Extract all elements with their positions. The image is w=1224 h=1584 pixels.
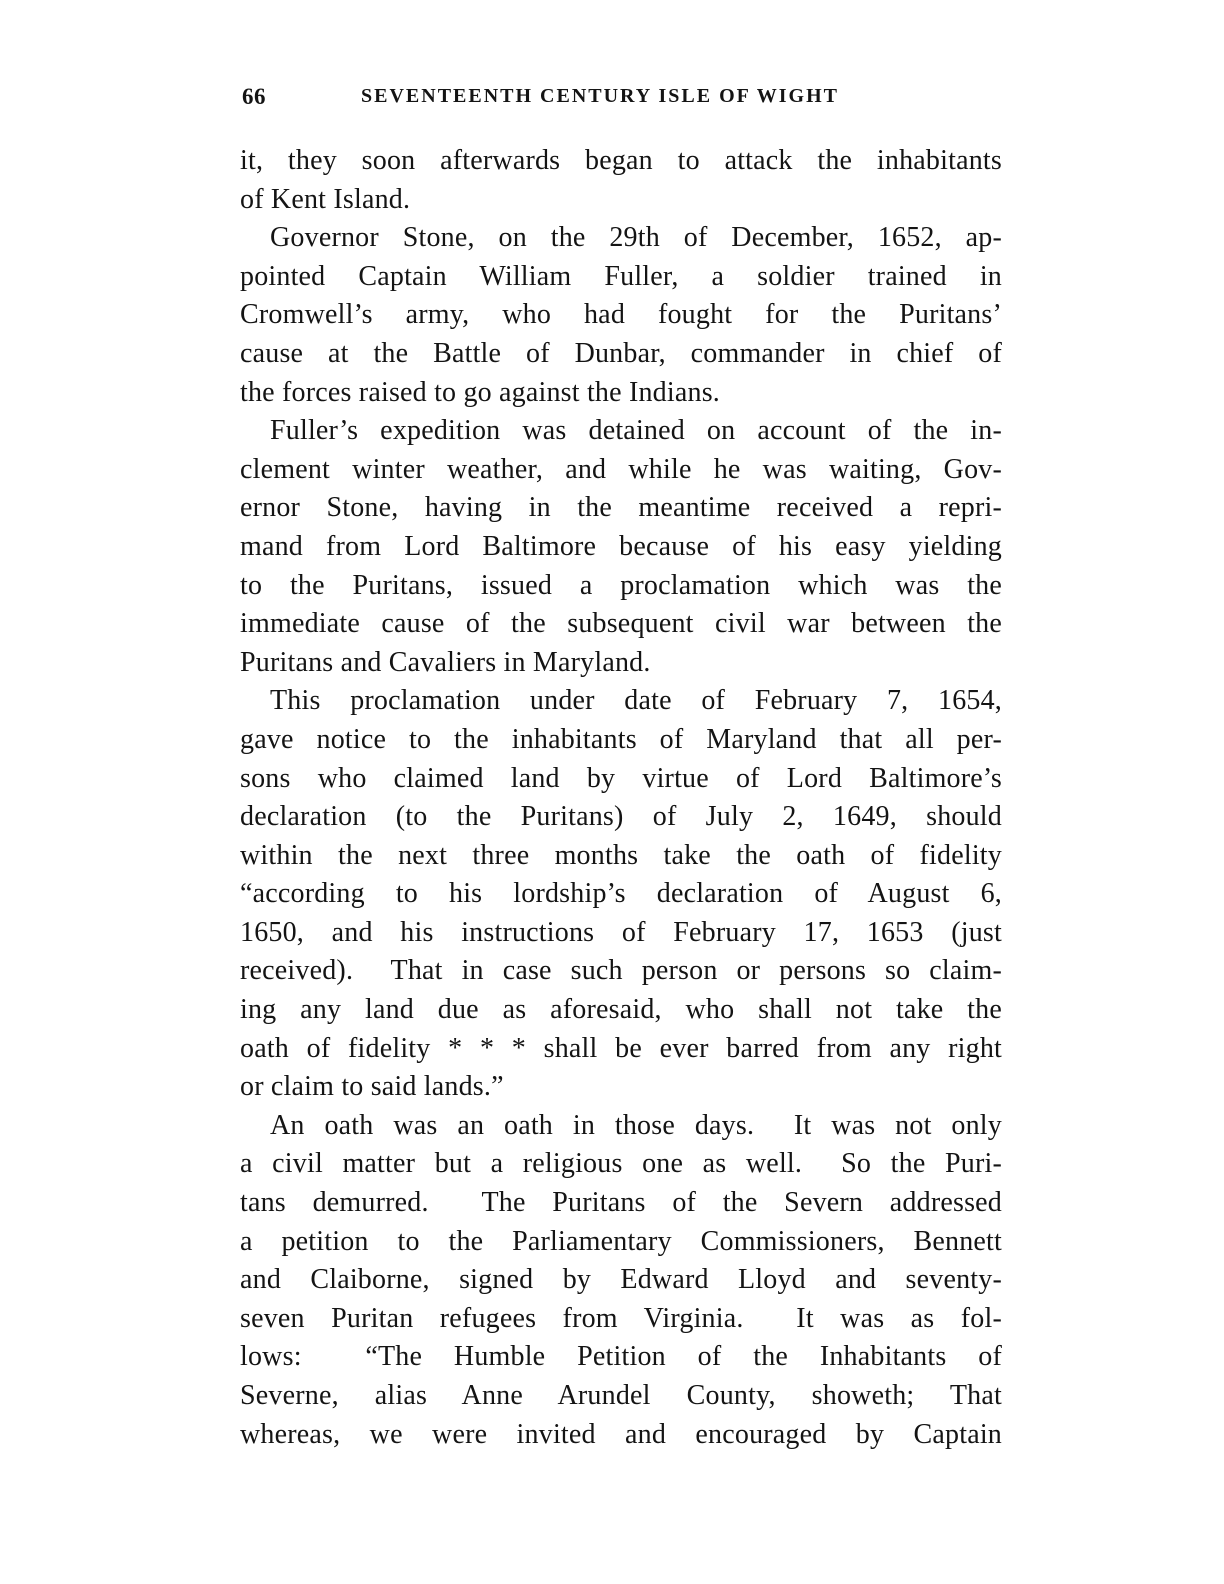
running-title: SEVENTEENTH CENTURY ISLE OF WIGHT	[361, 85, 839, 107]
text-line: mand from Lord Baltimore because of his easy yielding	[240, 530, 1002, 562]
text-line: within the next three months take the oath of fidelity	[240, 839, 1002, 871]
text-line: and Claiborne, signed by Edward Lloyd and seventy-	[240, 1264, 1002, 1296]
text-line: Cromwell’s army, who had fought for the Puritans’	[240, 299, 1002, 331]
text-line: This proclamation under date of February 7, 1654,	[270, 685, 1002, 717]
text-line: a civil matter but a religious one as well. So the Puri-	[240, 1148, 1002, 1180]
text-line: cause at the Battle of Dunbar, commander in chief of	[240, 337, 1002, 369]
text-line: it, they soon afterwards began to attack the inhabitants	[240, 145, 1002, 176]
page-header	[240, 84, 1002, 114]
page-body	[240, 142, 1002, 1454]
text-line: Governor Stone, on the 29th of December, 1652, ap-	[270, 222, 1002, 254]
text-line: whereas, we were invited and encouraged by Captain	[240, 1418, 1002, 1450]
text-line: Severne, alias Anne Arundel County, showeth; That	[240, 1380, 1002, 1411]
text-line: oath of fidelity * * * shall be ever barred from any right	[240, 1032, 1002, 1064]
text-line: lows: “The Humble Petition of the Inhabitants of	[240, 1341, 1002, 1373]
text-line: pointed Captain William Fuller, a soldier trained in	[240, 260, 1002, 292]
text-line: declaration (to the Puritans) of July 2, 1649, should	[240, 801, 1002, 833]
text-line: the forces raised to go against the Indians.	[240, 376, 720, 408]
text-line: 1650, and his instructions of February 17, 1653 (just	[240, 916, 1002, 948]
text-line: of Kent Island.	[240, 183, 411, 215]
text-line: Puritans and Cavaliers in Maryland.	[240, 646, 651, 678]
text-line: to the Puritans, issued a proclamation which was the	[240, 569, 1002, 601]
text-line: gave notice to the inhabitants of Maryland that all per-	[240, 723, 1002, 755]
text-line: ing any land due as aforesaid, who shall not take the	[240, 994, 1002, 1026]
text-line: clement winter weather, and while he was waiting, Gov-	[240, 453, 1002, 485]
text-line: ernor Stone, having in the meantime received a repri-	[240, 492, 1002, 524]
text-line: “according to his lordship’s declaration of August 6,	[240, 878, 1002, 910]
page-number: 66	[242, 84, 266, 109]
text-line: immediate cause of the subsequent civil war between the	[240, 608, 1002, 640]
text-line: received). That in case such person or persons so claim-	[240, 955, 1002, 987]
text-line: or claim to said lands.”	[240, 1071, 504, 1103]
text-line: tans demurred. The Puritans of the Severn addressed	[240, 1187, 1002, 1219]
text-line: An oath was an oath in those days. It was not only	[270, 1109, 1002, 1141]
text-line: Fuller’s expedition was detained on account of the in-	[270, 415, 1002, 447]
text-line: a petition to the Parliamentary Commissioners, Bennett	[240, 1225, 1002, 1257]
text-line: sons who claimed land by virtue of Lord Baltimore’s	[240, 762, 1002, 794]
text-line: seven Puritan refugees from Virginia. It was as fol-	[240, 1302, 1002, 1334]
